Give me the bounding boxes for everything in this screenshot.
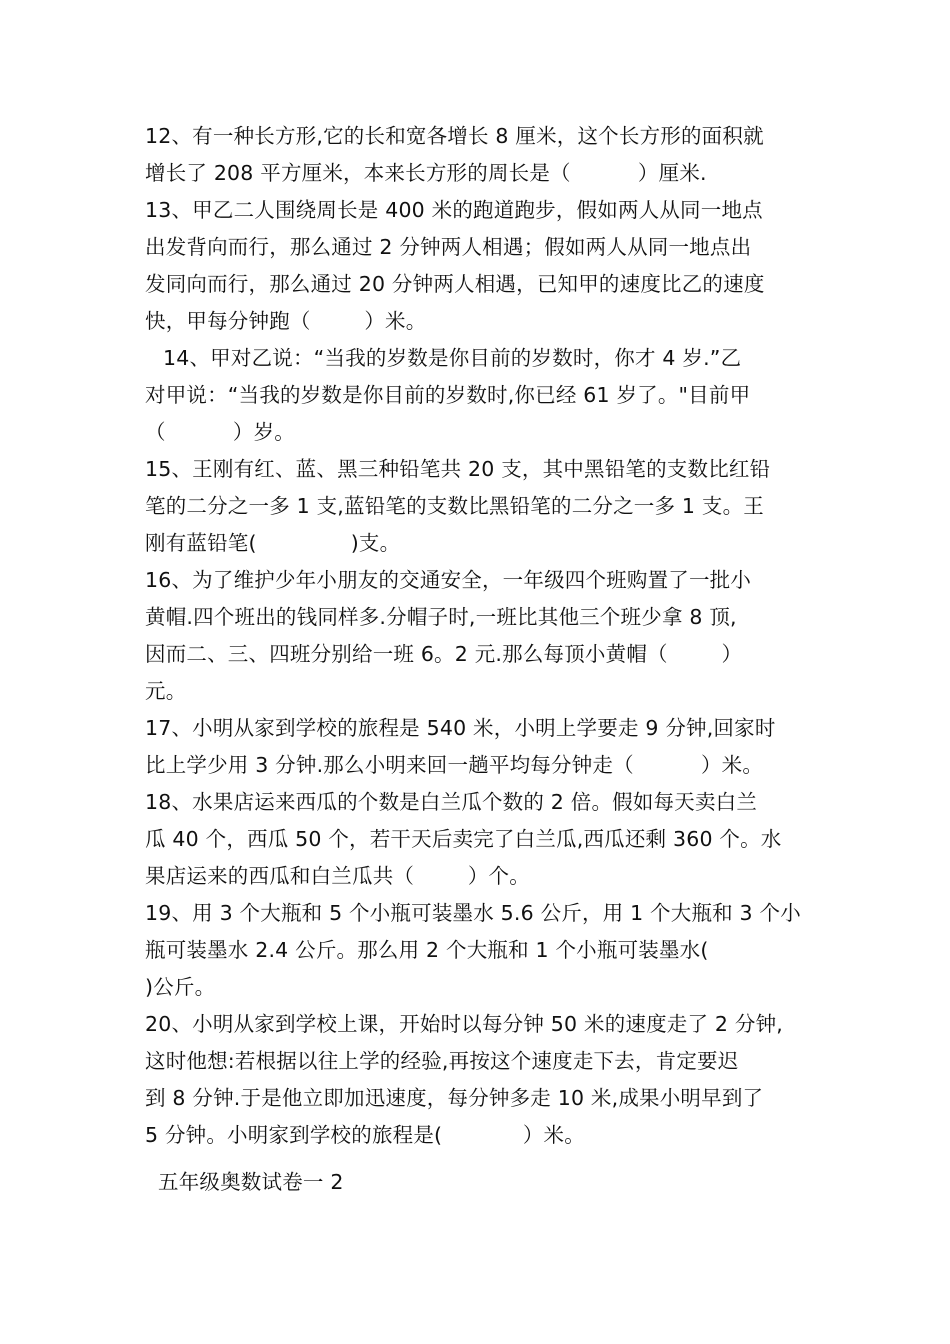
q15-line-3: 刚有蓝铅笔( )支。: [145, 531, 401, 555]
q19-line-2: 瓶可装墨水 2.4 公斤。那么用 2 个大瓶和 1 个小瓶可装墨水(: [145, 938, 709, 962]
q12-line-2: 增长了 208 平方厘米，本来长方形的周长是（ ）厘米.: [145, 161, 707, 185]
q17-line-1: 17、小明从家到学校的旅程是 540 米，小明上学要走 9 分钟,回家时: [145, 716, 776, 740]
q19-line-3: )公斤。: [145, 975, 216, 999]
q18-line-3: 果店运来的西瓜和白兰瓜共（ ）个。: [145, 864, 530, 888]
q20-line-3: 到 8 分钟.于是他立即加迅速度，每分钟多走 10 米,成果小明早到了: [145, 1086, 764, 1110]
q19-line-1: 19、用 3 个大瓶和 5 个小瓶可装墨水 5.6 公斤，用 1 个大瓶和 3 个小: [145, 901, 801, 925]
q20-line-4: 5 分钟。小明家到学校的旅程是( ）米。: [145, 1123, 585, 1147]
q16-line-3: 因而二、三、四班分别给一班 6。2 元.那么每顶小黄帽（ ）: [145, 642, 743, 666]
q15-line-2: 笔的二分之一多 1 支,蓝铅笔的支数比黑铅笔的二分之一多 1 支。王: [145, 494, 764, 518]
page-footer: 五年级奥数试卷一 2: [158, 1170, 344, 1194]
q16-line-2: 黄帽.四个班出的钱同样多.分帽子时,一班比其他三个班少拿 8 顶,: [145, 605, 737, 629]
q14-line-1: 14、甲对乙说：“当我的岁数是你目前的岁数时，你才 4 岁.”乙: [163, 346, 742, 370]
q16-line-4: 元。: [145, 679, 187, 703]
q18-line-2: 瓜 40 个，西瓜 50 个，若干天后卖完了白兰瓜,西瓜还剩 360 个。水: [145, 827, 782, 851]
q13-line-1: 13、甲乙二人围绕周长是 400 米的跑道跑步，假如两人从同一地点: [145, 198, 763, 222]
q12-line-1: 12、有一种长方形,它的长和宽各增长 8 厘米，这个长方形的面积就: [145, 124, 764, 148]
q16-line-1: 16、为了维护少年小朋友的交通安全，一年级四个班购置了一批小: [145, 568, 752, 592]
q20-line-1: 20、小明从家到学校上课，开始时以每分钟 50 米的速度走了 2 分钟,: [145, 1012, 783, 1036]
q13-line-2: 出发背向而行，那么通过 2 分钟两人相遇；假如两人从同一地点出: [145, 235, 752, 259]
q13-line-4: 快，甲每分钟跑（ ）米。: [145, 309, 427, 333]
q15-line-1: 15、王刚有红、蓝、黑三种铅笔共 20 支，其中黑铅笔的支数比红铅: [145, 457, 771, 481]
q18-line-1: 18、水果店运来西瓜的个数是白兰瓜个数的 2 倍。假如每天卖白兰: [145, 790, 758, 814]
q20-line-2: 这时他想:若根据以往上学的经验,再按这个速度走下去，肯定要迟: [145, 1049, 739, 1073]
q14-line-3: （ ）岁。: [145, 420, 295, 444]
q13-line-3: 发同向而行，那么通过 20 分钟两人相遇，已知甲的速度比乙的速度: [145, 272, 765, 296]
q17-line-2: 比上学少用 3 分钟.那么小明来回一趟平均每分钟走（ ）米。: [145, 753, 764, 777]
q14-line-2: 对甲说：“当我的岁数是你目前的岁数时,你已经 61 岁了。"目前甲: [145, 383, 751, 407]
